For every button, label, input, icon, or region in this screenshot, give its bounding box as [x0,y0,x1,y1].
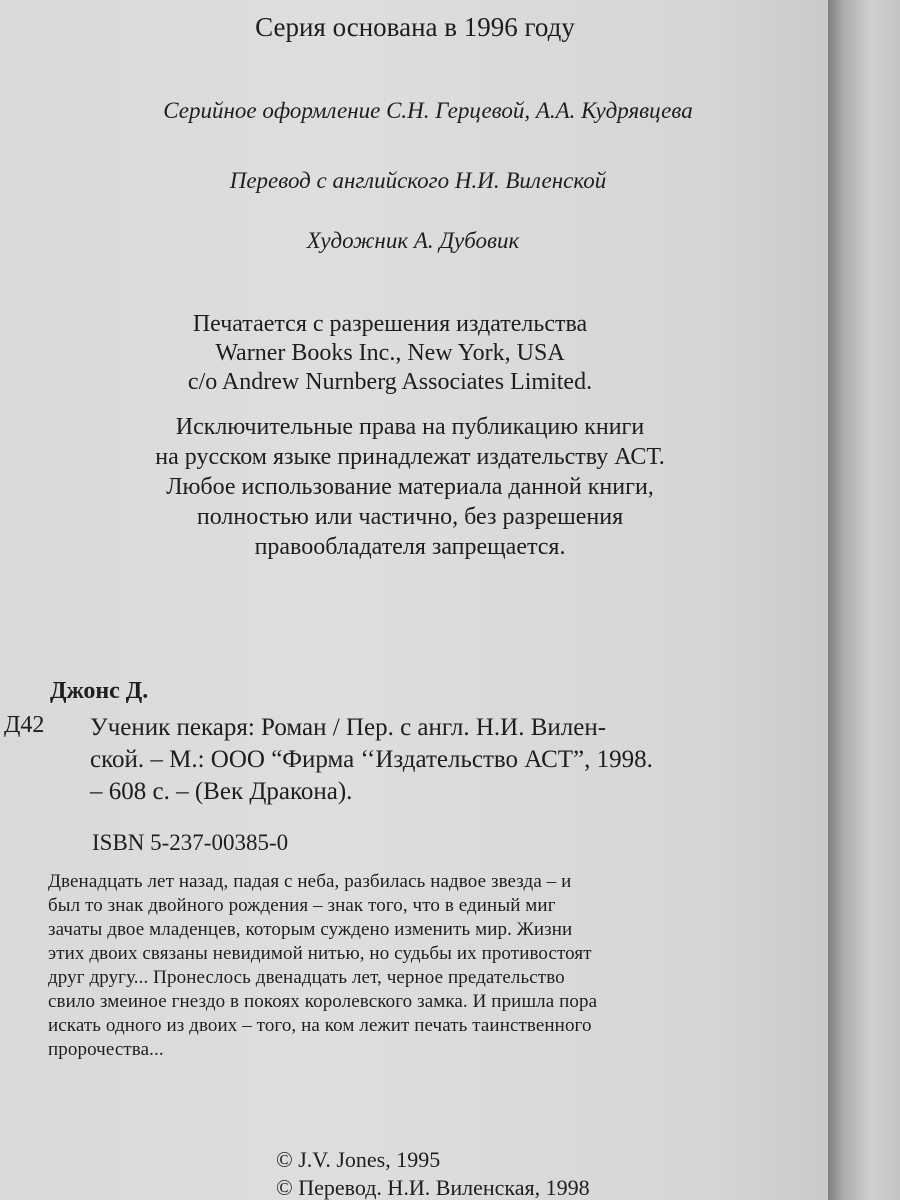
rights-line: Любое использование материала данной книги, [166,474,654,500]
rights-line: Исключительные права на публикацию книги [175,414,645,440]
series-design-credit: Серийное оформление С.Н. Герцевой, А.А. Кудрявцева [163,98,693,123]
permission-line: Warner Books Inc., New York, USA [215,340,565,366]
permission-notice [140,310,640,397]
permission-line: c/o Andrew Nurnberg Associates Limited. [187,369,593,395]
catalog-entry-line: ской. – М.: ООО “Фирма ‘‘Издательство АСТ”, 1998. [90,746,653,773]
annotation-line: друг другу... Пронеслось двенадцать лет, черное предательство [48,967,565,988]
series-founded-text: Серия основана в 1996 году [255,12,575,42]
rights-line: полностью или частично, без разрешения [196,504,624,530]
catalog-udc-code: Д42 [4,712,45,738]
catalog-author: Джонс Д. [50,678,149,704]
annotation-line: пророчества... [48,1039,164,1060]
annotation-line: зачаты двое младенцев, которым суждено изменить мир. Жизни [48,919,573,940]
book-annotation [48,870,768,1062]
permission-line: Печатается с разрешения издательства [192,311,588,337]
annotation-line: свило змеиное гнездо в покоях королевского замка. И пришла пора [48,991,598,1012]
rights-line: на русском языке принадлежат издательству АСТ. [155,444,665,470]
annotation-line: был то знак двойного рождения – знак того, что в единый миг [48,895,556,916]
rights-line: правообладателя запрещается. [254,534,566,560]
copyright-line: © J.V. Jones, 1995 [276,1147,441,1172]
catalog-entry-line: – 608 с. – (Век Дракона). [90,778,353,805]
isbn: ISBN 5-237-00385-0 [92,830,289,855]
catalog-entry [90,712,780,808]
rights-notice [100,412,720,562]
copyright-block [276,1146,776,1200]
catalog-entry-line: Ученик пекаря: Роман / Пер. с англ. Н.И. Вилен- [90,714,607,741]
adjacent-page-edge [828,0,900,1200]
artist-credit: Художник А. Дубовик [306,228,520,253]
annotation-line: Двенадцать лет назад, падая с неба, разбилась надвое звезда – и [48,871,572,892]
annotation-line: этих двоих связаны невидимой нитью, но судьбы их противостоят [48,943,592,964]
annotation-line: искать одного из двоих – того, на ком лежит печать таинственного [48,1015,592,1036]
copyright-line: © Перевод. Н.И. Виленская, 1998 [276,1175,590,1200]
translation-credit: Перевод с английского Н.И. Виленской [229,168,607,193]
